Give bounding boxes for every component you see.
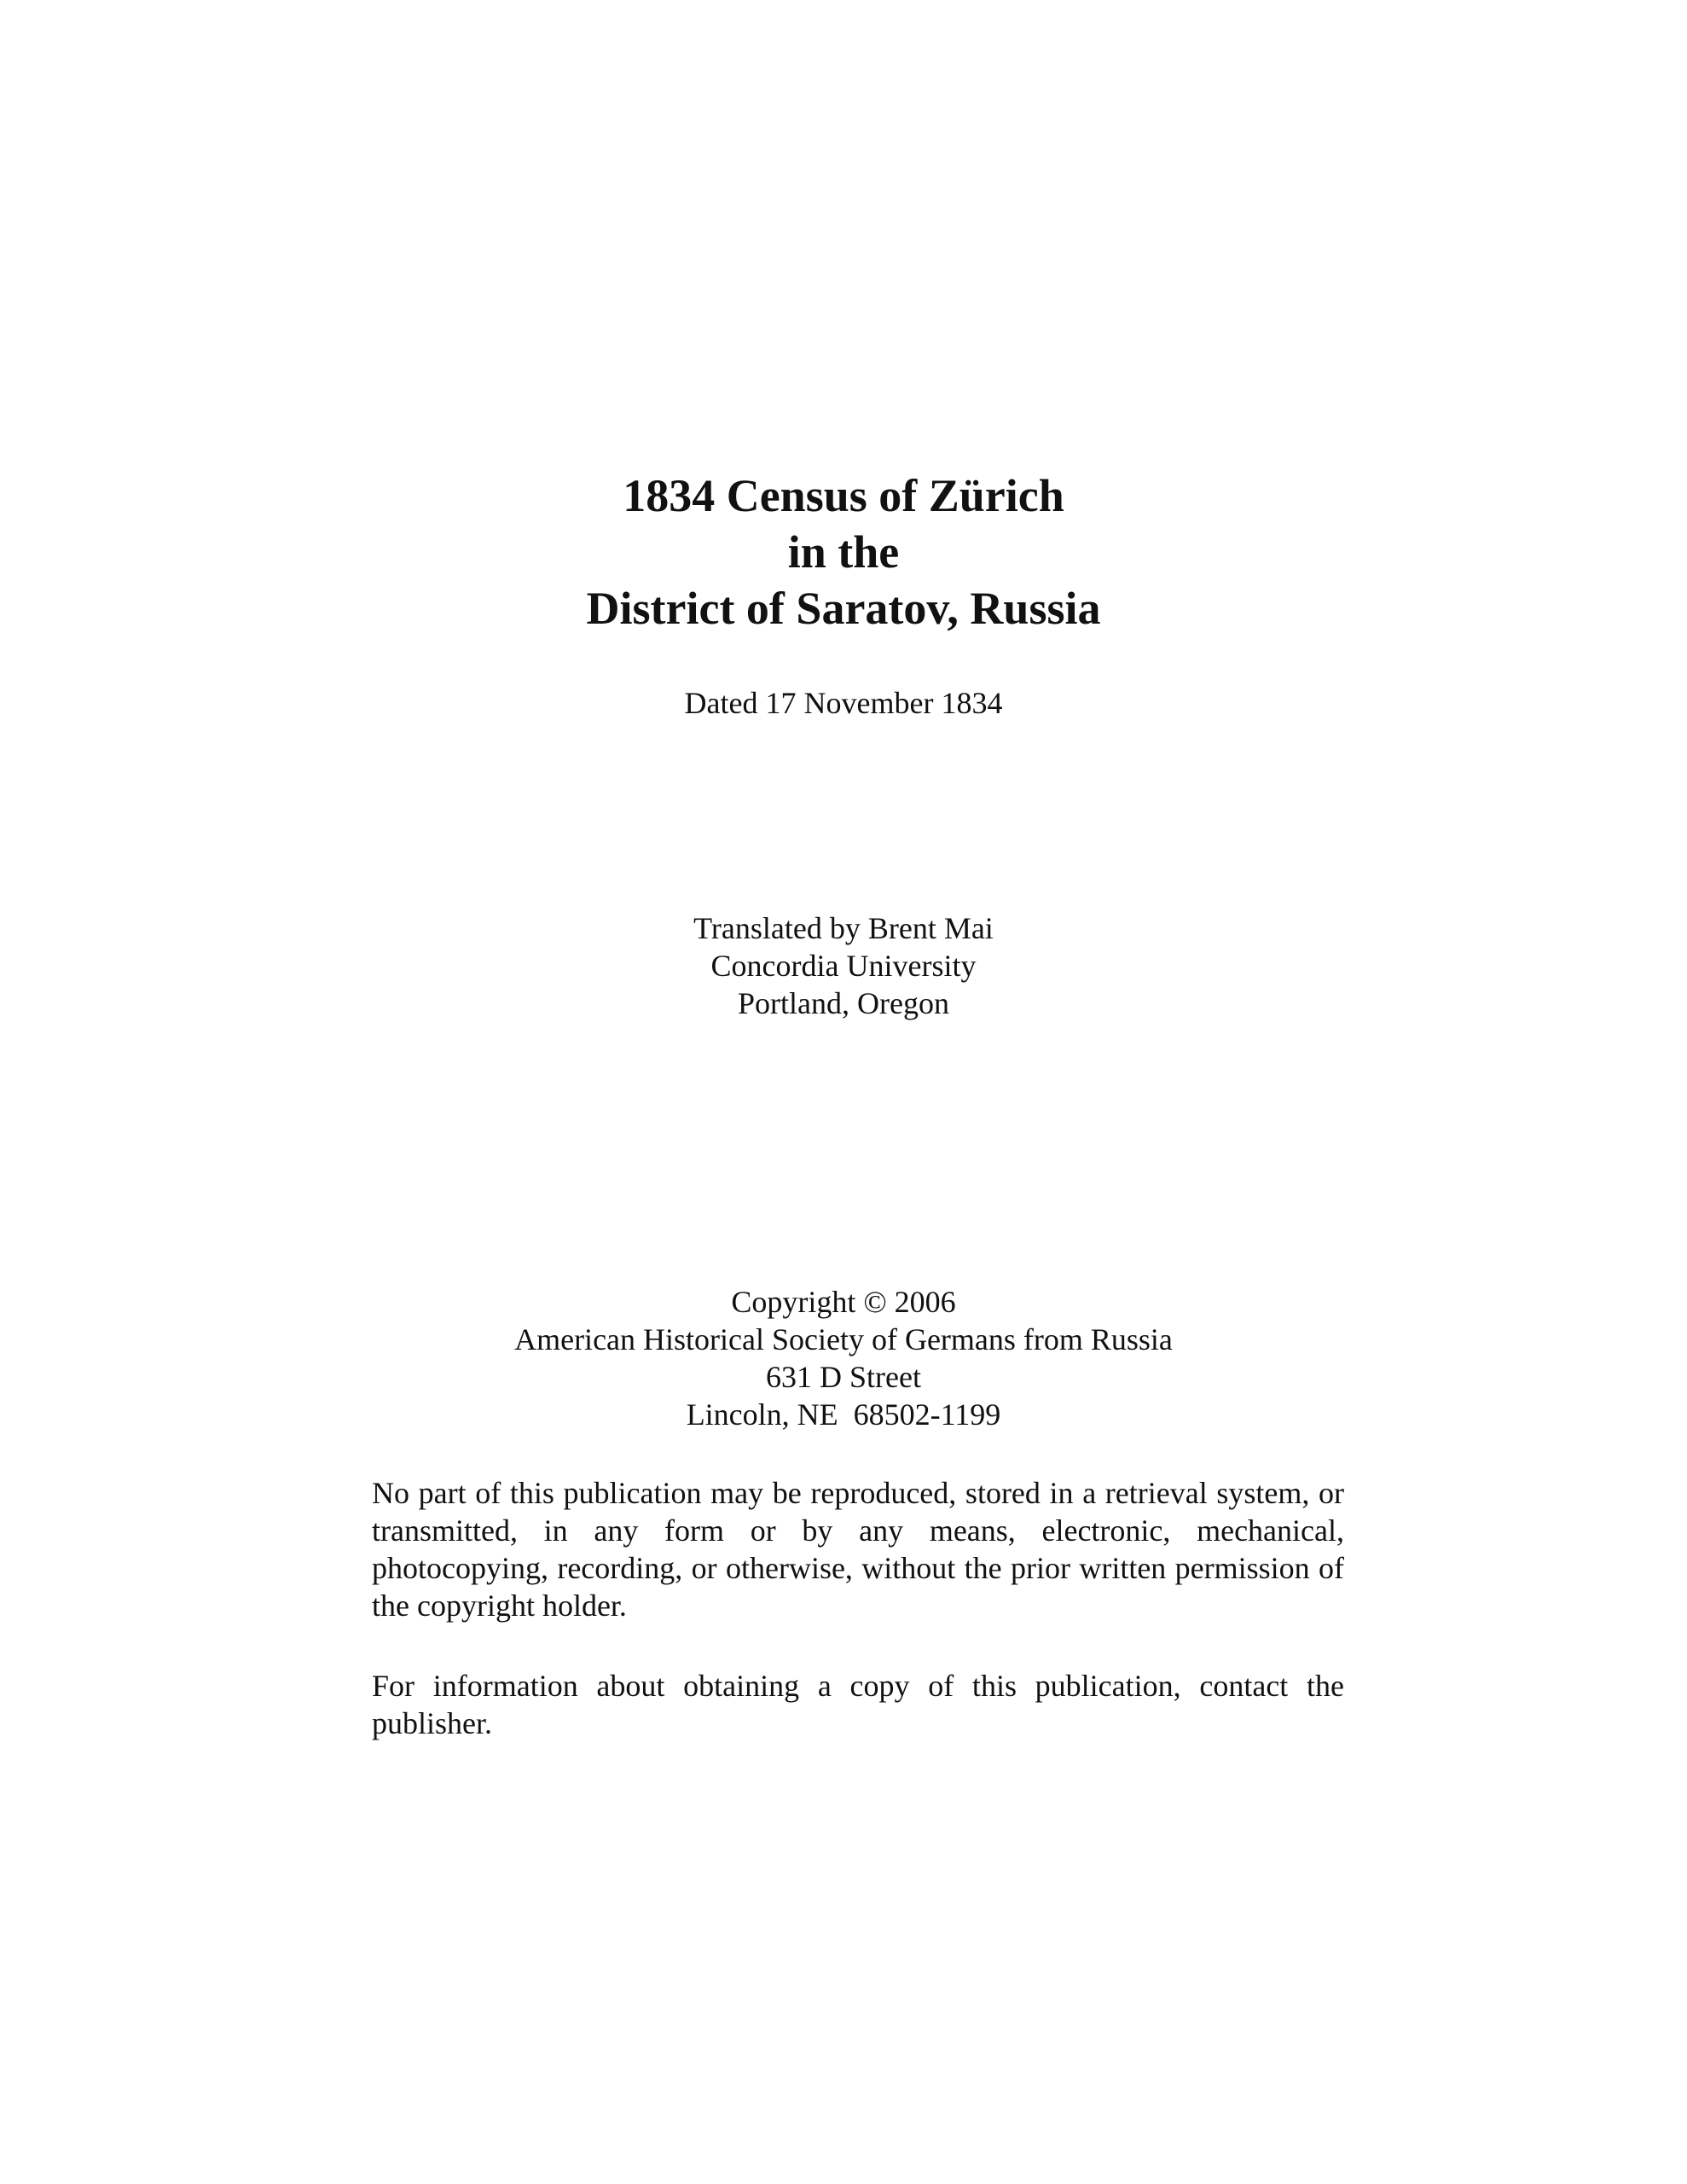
publisher-city: Lincoln, NE 68502-1199 bbox=[686, 1397, 1001, 1432]
date-line: Dated 17 November 1834 bbox=[684, 686, 1003, 720]
copyright-line: Copyright © 2006 bbox=[731, 1285, 956, 1319]
title-line-1: 1834 Census of Zürich bbox=[623, 470, 1064, 521]
title-line-3: District of Saratov, Russia bbox=[586, 583, 1101, 634]
translator-location: Portland, Oregon bbox=[738, 986, 949, 1020]
title-line-2: in the bbox=[787, 526, 900, 578]
page-title bbox=[0, 468, 1687, 636]
copyright-block bbox=[0, 1283, 1687, 1433]
translator-institution: Concordia University bbox=[710, 949, 977, 983]
info-notice: For information about obtaining a copy of this publication, contact the publisher. bbox=[372, 1669, 1344, 1740]
translator-block bbox=[0, 909, 1687, 1022]
translator-name: Translated by Brent Mai bbox=[693, 911, 994, 945]
publisher-name: American Historical Society of Germans from Russia bbox=[514, 1322, 1173, 1356]
publisher-street: 631 D Street bbox=[766, 1360, 921, 1394]
rights-notice: No part of this publication may be reproduced, stored in a retrieval system, or transmitted, in any form or by any means, electronic, mechanical, photocopying, recording, or otherwise, without the prior written permission of the copyright holder. bbox=[372, 1476, 1344, 1623]
